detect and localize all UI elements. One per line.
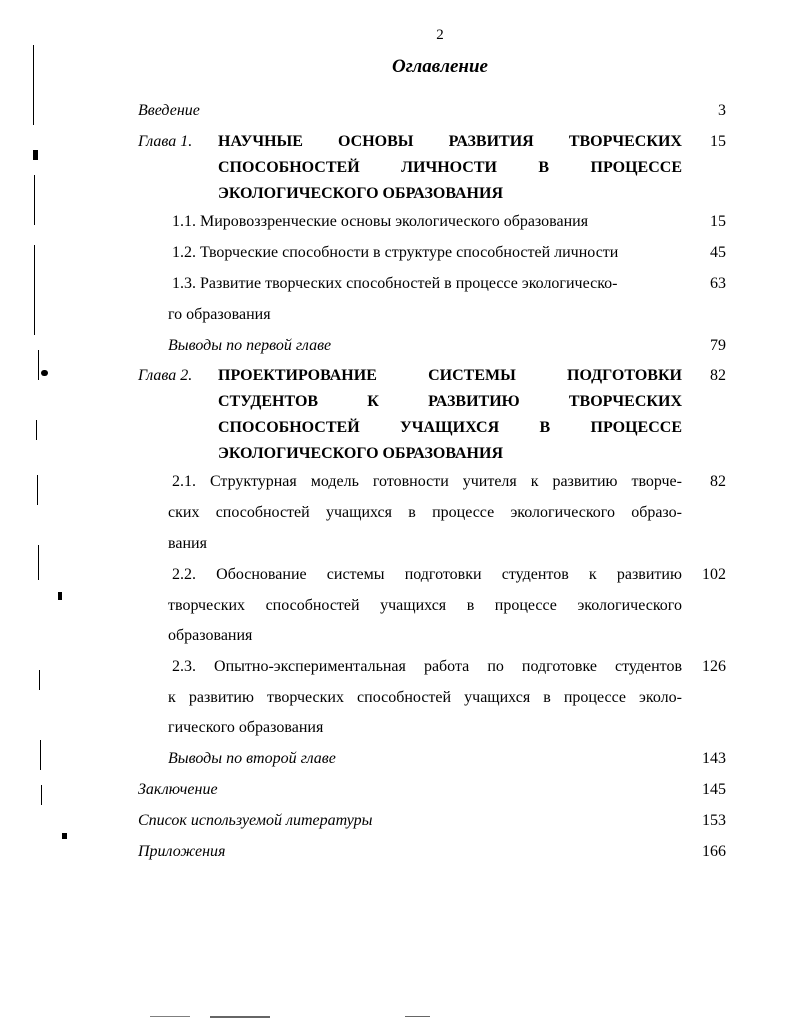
intro-page: 3 bbox=[718, 102, 726, 119]
section-1-2: 1.2. Творческие способности в структуре способностей личности bbox=[172, 244, 619, 261]
chapter2-title-line1: ПРОЕКТИРОВАНИЕ СИСТЕМЫ ПОДГОТОВКИ bbox=[218, 367, 682, 384]
section-2-3-line2: к развитию творческих способностей учащихся в процессе эколо- bbox=[168, 689, 682, 706]
references-page: 153 bbox=[702, 812, 726, 829]
conclusions-chapter1-page: 79 bbox=[710, 337, 726, 354]
section-1-1: 1.1. Мировоззренческие основы экологического образования bbox=[172, 213, 589, 230]
appendices: Приложения bbox=[138, 843, 226, 860]
section-2-2-page: 102 bbox=[702, 566, 726, 583]
page-title: Оглавление bbox=[392, 56, 488, 77]
chapter2-label: Глава 2. bbox=[138, 367, 193, 384]
conclusions-chapter1: Выводы по первой главе bbox=[168, 337, 332, 354]
appendices-page: 166 bbox=[702, 843, 726, 860]
section-1-3-page: 63 bbox=[710, 275, 726, 292]
section-2-1-line2: ских способностей учащихся в процессе экологического образо- bbox=[168, 504, 682, 521]
chapter2-title-line2: СТУДЕНТОВ К РАЗВИТИЮ ТВОРЧЕСКИХ bbox=[218, 393, 682, 410]
conclusion: Заключение bbox=[138, 781, 218, 798]
conclusion-page: 145 bbox=[702, 781, 726, 798]
references: Список используемой литературы bbox=[138, 812, 373, 829]
section-2-2-line2: творческих способностей учащихся в процессе экологического bbox=[168, 597, 682, 614]
intro-label: Введение bbox=[138, 102, 200, 119]
section-2-1-line1: 2.1. Структурная модель готовности учителя к развитию творче- bbox=[172, 473, 682, 490]
section-2-1-page: 82 bbox=[710, 473, 726, 490]
page-number: 2 bbox=[436, 27, 444, 43]
chapter1-page: 15 bbox=[710, 133, 726, 150]
chapter2-title-line4: ЭКОЛОГИЧЕСКОГО ОБРАЗОВАНИЯ bbox=[218, 445, 503, 462]
section-1-3-line2: го образования bbox=[168, 306, 271, 323]
chapter2-title-line3: СПОСОБНОСТЕЙ УЧАЩИХСЯ В ПРОЦЕССЕ bbox=[218, 419, 682, 436]
section-1-3-line1: 1.3. Развитие творческих способностей в процессе экологическо- bbox=[172, 275, 618, 292]
section-2-3-line1: 2.3. Опытно-экспериментальная работа по подготовке студентов bbox=[172, 658, 682, 675]
chapter2-page: 82 bbox=[710, 367, 726, 384]
chapter1-title-line2: СПОСОБНОСТЕЙ ЛИЧНОСТИ В ПРОЦЕССЕ bbox=[218, 159, 682, 176]
chapter1-title-line1: НАУЧНЫЕ ОСНОВЫ РАЗВИТИЯ ТВОРЧЕСКИХ bbox=[218, 133, 682, 150]
chapter1-title-line3: ЭКОЛОГИЧЕСКОГО ОБРАЗОВАНИЯ bbox=[218, 185, 503, 202]
section-2-3-page: 126 bbox=[702, 658, 726, 675]
section-1-1-page: 15 bbox=[710, 213, 726, 230]
section-2-3-line3: гического образования bbox=[168, 719, 324, 736]
section-2-2-line1: 2.2. Обоснование системы подготовки студентов к развитию bbox=[172, 566, 682, 583]
conclusions-chapter2: Выводы по второй главе bbox=[168, 750, 336, 767]
section-2-2-line3: образования bbox=[168, 627, 253, 644]
chapter1-label: Глава 1. bbox=[138, 133, 193, 150]
conclusions-chapter2-page: 143 bbox=[702, 750, 726, 767]
section-1-2-page: 45 bbox=[710, 244, 726, 261]
section-2-1-line3: вания bbox=[168, 535, 207, 552]
